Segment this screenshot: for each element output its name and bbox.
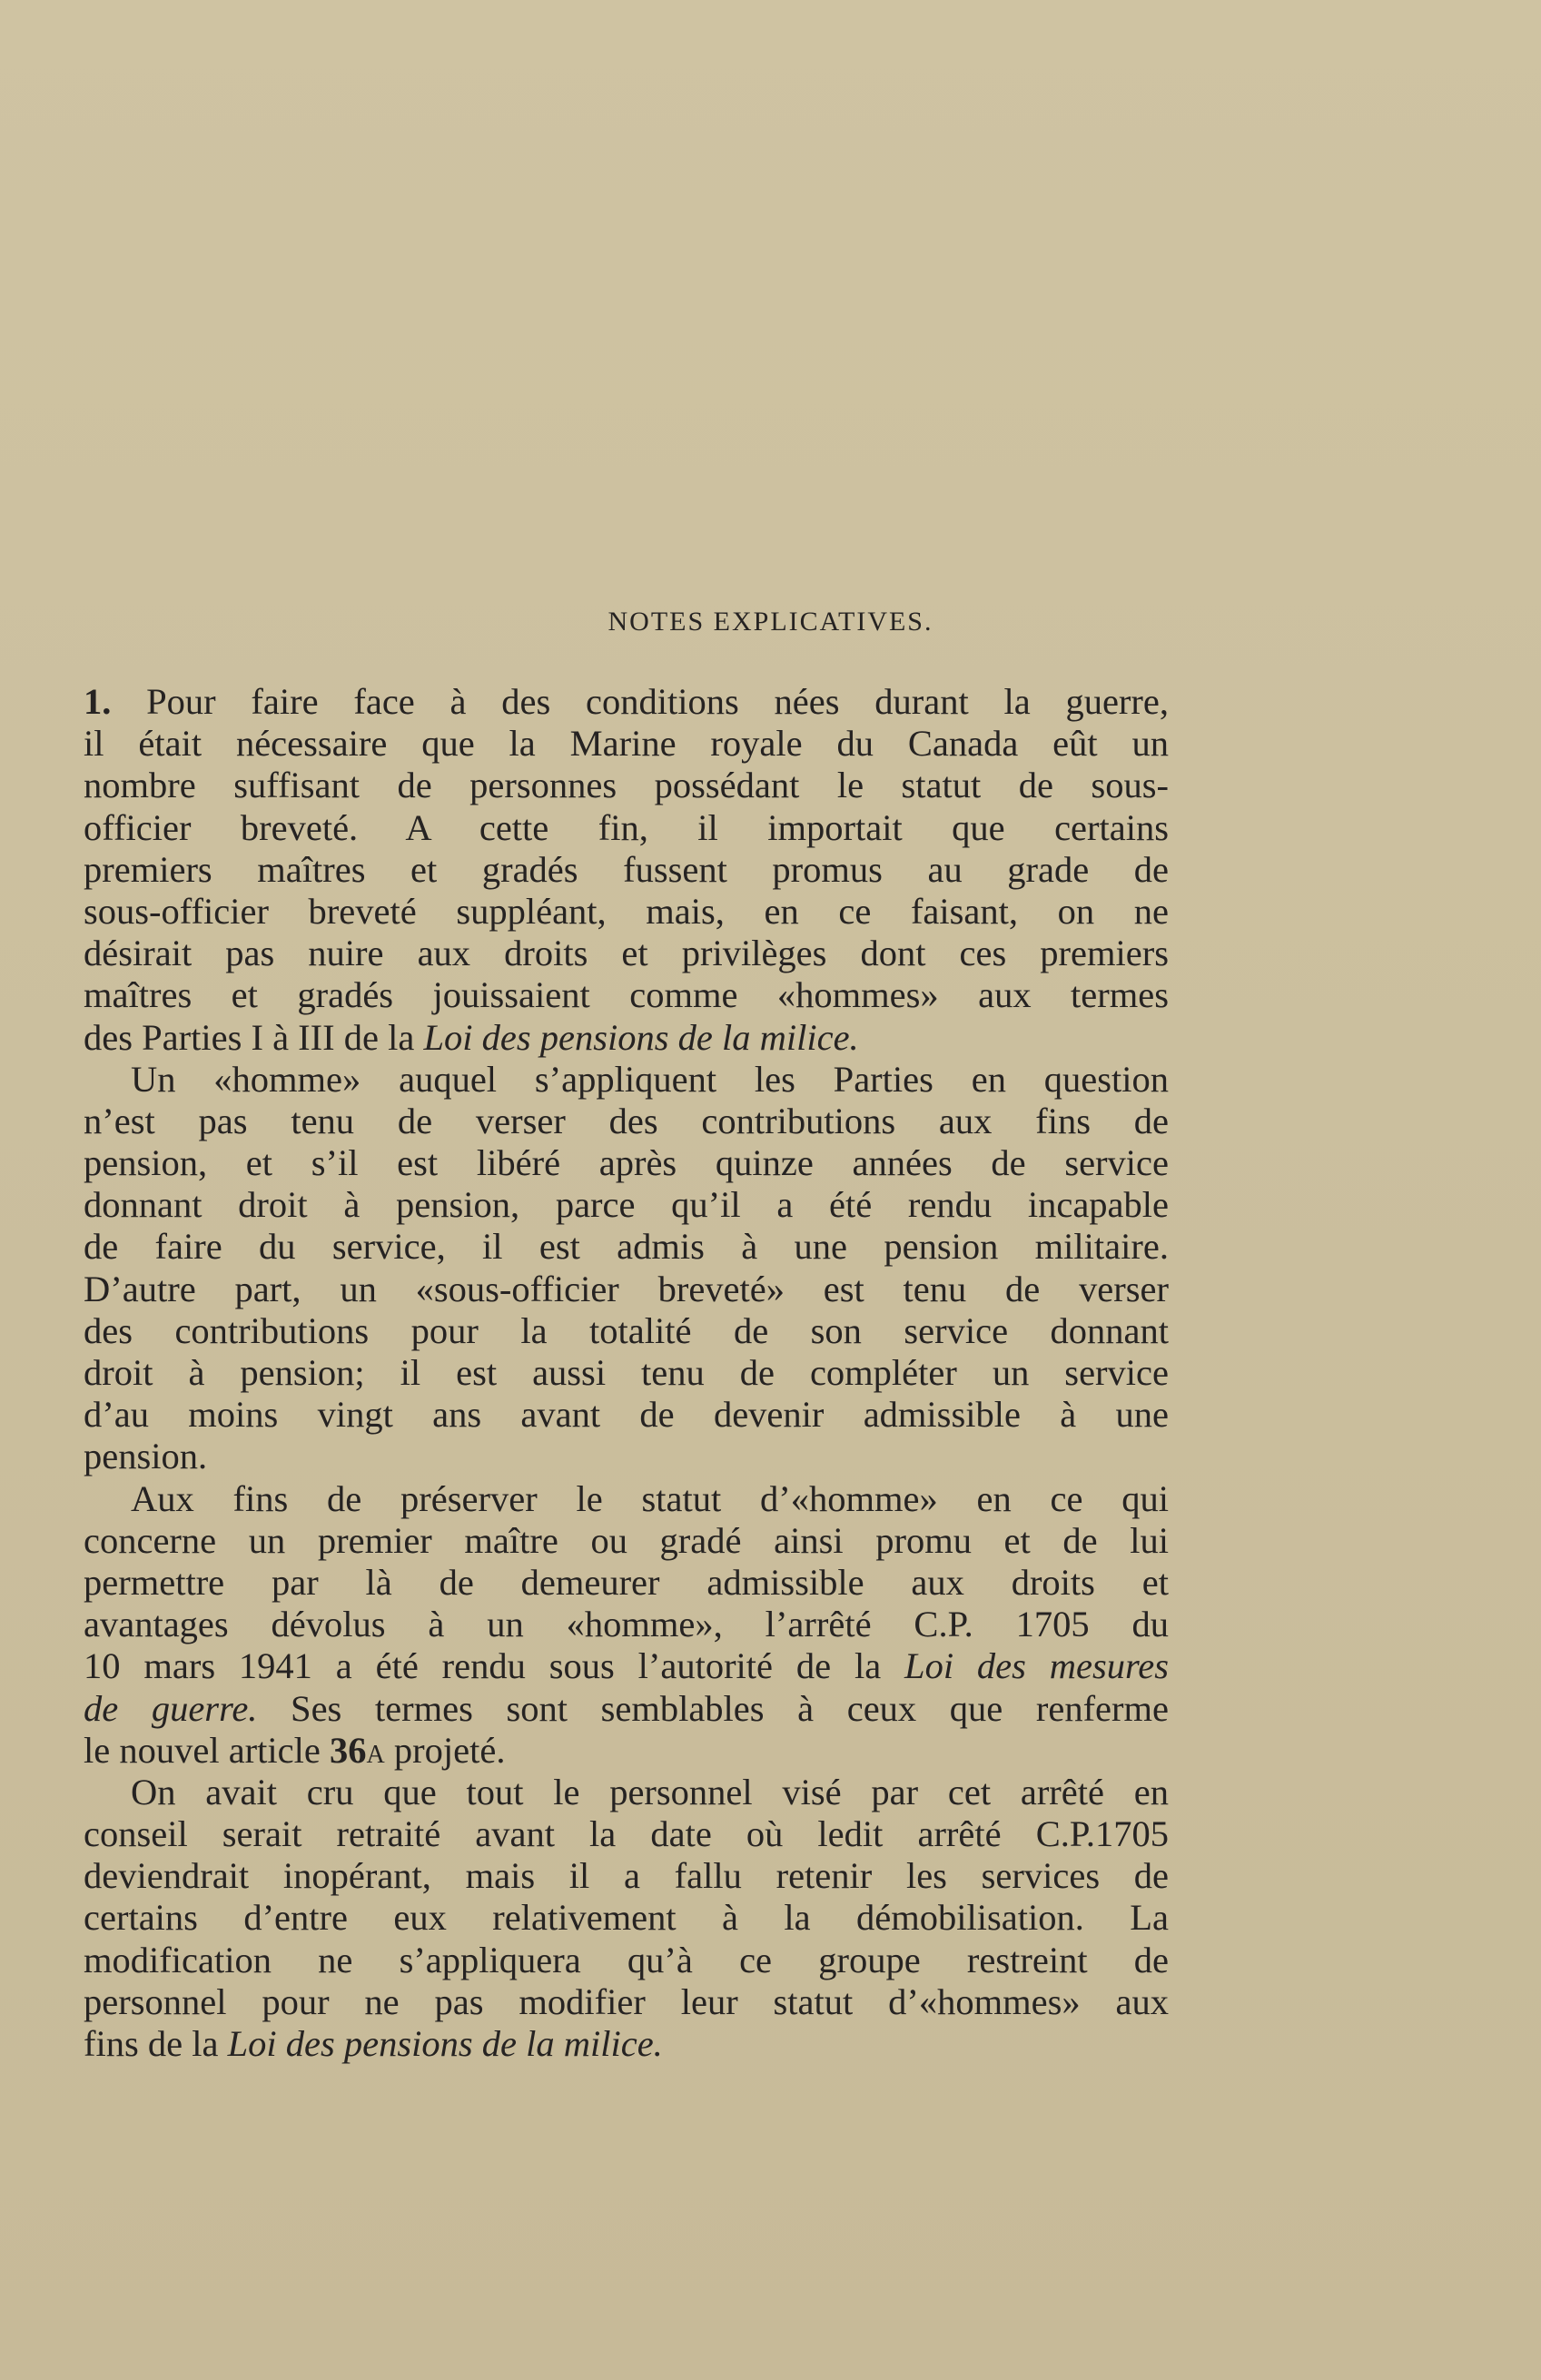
page-heading: NOTES EXPLICATIVES.	[608, 607, 933, 637]
text-run: D’autre part, un «sous-officier breveté» est tenu de verser	[84, 1268, 1169, 1309]
text-run: Un «homme» auquel s’appliquent les Parties en question	[131, 1058, 1169, 1100]
text-line	[84, 1981, 1169, 2023]
italic-text: Loi des mesures	[904, 1645, 1169, 1687]
bold-number: 1.	[84, 681, 147, 722]
italic-text: Loi des pensions de la milice.	[227, 2023, 663, 2064]
text-run: il était nécessaire que la Marine royale du Canada eût un	[84, 723, 1169, 765]
text-line	[84, 1226, 1169, 1268]
text-line	[84, 974, 1169, 1016]
text-line	[84, 681, 1169, 723]
text-run: des contributions pour la totalité de son service donnant	[84, 1309, 1169, 1351]
text-run: désirait pas nuire aux droits et privilèges dont ces premiers	[84, 933, 1169, 974]
text-run: n’est pas tenu de verser des contributions aux fins de	[84, 1100, 1169, 1141]
text-line	[84, 1142, 1169, 1184]
text-line	[84, 807, 1169, 849]
bold-number: 36	[330, 1729, 367, 1771]
text-line	[84, 1059, 1169, 1101]
text-line	[84, 1310, 1169, 1352]
text-line	[84, 1813, 1169, 1855]
text-run: premiers maîtres et gradés fussent promus au grade de	[84, 848, 1169, 890]
text-line	[84, 1269, 1169, 1310]
text-run: Pour faire face à des conditions nées durant la guerre,	[146, 681, 1170, 722]
text-run: de faire du service, il est admis à une pension militaire.	[84, 1226, 1169, 1268]
text-line	[84, 1940, 1169, 1981]
text-line	[84, 891, 1169, 933]
text-line	[84, 1436, 1169, 1477]
text-run: certains d’entre eux relativement à la démobilisation. La	[84, 1897, 1169, 1939]
text-run: nombre suffisant de personnes possédant le statut de sous-	[84, 765, 1169, 806]
text-run: avantages dévolus à un «homme», l’arrêté C.P. 1705 du	[84, 1604, 1169, 1645]
text-line	[84, 933, 1169, 974]
text-run: donnant droit à pension, parce qu’il a été rendu incapable	[84, 1184, 1169, 1226]
text-line	[84, 2023, 1169, 2065]
text-run: Ses termes sont semblables à ceux que renferme	[257, 1687, 1169, 1729]
text-run: On avait cru que tout le personnel visé par cet arrêté en	[131, 1771, 1169, 1812]
text-line	[84, 1520, 1169, 1562]
text-line	[84, 1352, 1169, 1394]
text-line	[84, 1645, 1169, 1687]
text-line	[84, 1604, 1169, 1645]
text-run: permettre par là de demeurer admissible aux droits et	[84, 1561, 1169, 1603]
text-run: conseil serait retraité avant la date où ledit arrêté C.P.1705	[84, 1813, 1169, 1855]
paragraph	[84, 1772, 1169, 2065]
text-line	[84, 1855, 1169, 1897]
text-run: officier breveté. A cette fin, il importait que certains	[84, 806, 1169, 848]
text-line	[84, 1017, 1169, 1059]
text-line	[84, 1772, 1169, 1813]
text-run: des Parties I à III de la	[84, 1016, 424, 1058]
text-line	[84, 1184, 1169, 1226]
paragraph	[84, 1059, 1169, 1478]
text-run: a	[366, 1729, 385, 1771]
text-line	[84, 723, 1169, 765]
text-run: sous-officier breveté suppléant, mais, en ce faisant, on ne	[84, 890, 1169, 932]
text-run: 10 mars 1941 a été rendu sous l’autorité de la	[84, 1645, 905, 1687]
text-run: personnel pour ne pas modifier leur statut d’«hommes» aux	[84, 1980, 1169, 2022]
text-run: pension, et s’il est libéré après quinze années de service	[84, 1142, 1169, 1184]
text-run: maîtres et gradés jouissaient comme «hommes» aux termes	[84, 974, 1169, 1016]
text-run: pension.	[84, 1436, 208, 1477]
text-line	[84, 1394, 1169, 1436]
text-line	[84, 1101, 1169, 1142]
text-line	[84, 1562, 1169, 1604]
text-run: modification ne s’appliquera qu’à ce groupe restreint de	[84, 1939, 1169, 1980]
text-run: droit à pension; il est aussi tenu de compléter un service	[84, 1352, 1169, 1393]
paragraph	[84, 681, 1169, 1059]
text-run: fins de la	[84, 2023, 228, 2064]
text-run: deviendrait inopérant, mais il a fallu retenir les services de	[84, 1855, 1169, 1897]
paragraph	[84, 1478, 1169, 1772]
text-line	[84, 1478, 1169, 1520]
text-line	[84, 1688, 1169, 1730]
text-line	[84, 849, 1169, 891]
text-run: Aux fins de préserver le statut d’«homme» en ce qui	[131, 1477, 1169, 1519]
text-run: le nouvel article	[84, 1729, 331, 1771]
text-run: projeté.	[384, 1729, 506, 1771]
text-run: concerne un premier maître ou gradé ainsi promu et de lui	[84, 1519, 1169, 1561]
text-line	[84, 1730, 1169, 1772]
text-line	[84, 765, 1169, 806]
explanatory-notes-body	[84, 681, 1169, 2065]
text-run: d’au moins vingt ans avant de devenir admissible à une	[84, 1394, 1169, 1436]
italic-text: Loi des pensions de la milice.	[423, 1016, 859, 1058]
italic-text: de guerre.	[84, 1687, 258, 1729]
text-line	[84, 1897, 1169, 1939]
